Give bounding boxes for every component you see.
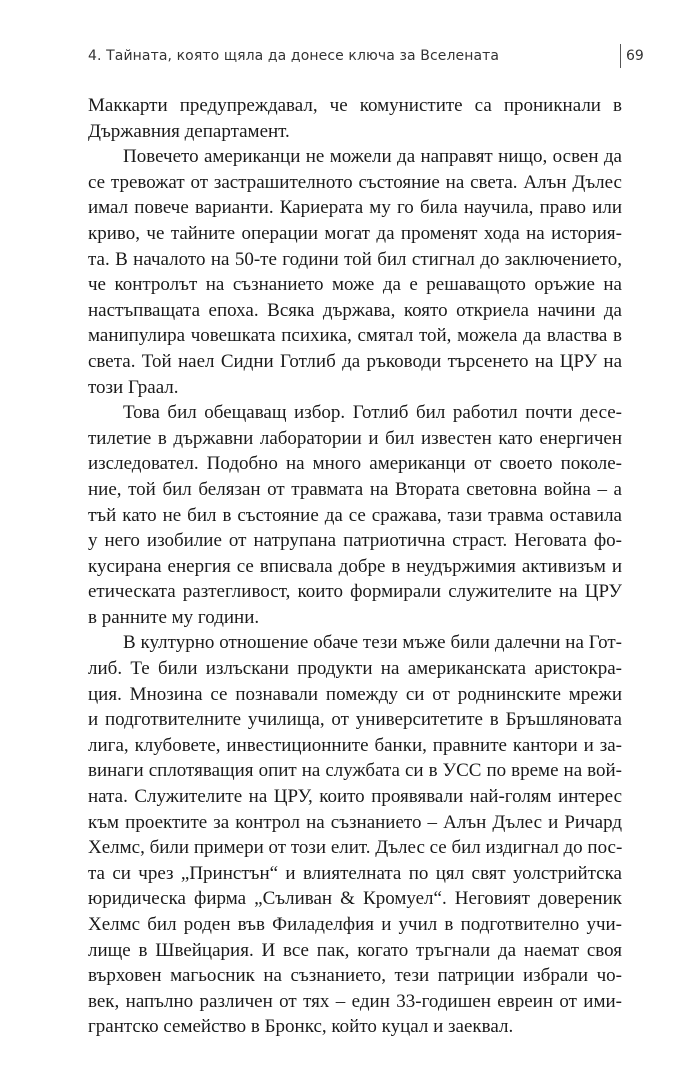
text-line: света. Той наел Сидни Готлиб да ръководи търсенето на ЦРУ на	[88, 350, 622, 372]
text-line: изследовател. Подобно на много американци от своето поколе-	[88, 453, 622, 475]
text-line: Държавния департамент.	[88, 120, 290, 142]
text-line: че контролът на съзнанието може да е решаващото оръжие на	[88, 274, 622, 296]
page-number: 69	[626, 48, 644, 64]
text-line: грантско семейство в Бронкс, който куцал и заеквал.	[88, 1016, 514, 1038]
running-header	[88, 42, 644, 74]
text-line: Хелмс, били примери от този елит. Дълес се бил издигнал до пос-	[88, 837, 623, 859]
text-line: Хелмс бил роден във Филаделфия и учил в подготвително учи-	[88, 914, 622, 935]
text-line: В културно отношение обаче тези мъже били далечни на Гот-	[123, 632, 622, 654]
text-line: у него изобилие от натрупана патриотична страст. Неговата фо-	[88, 530, 622, 552]
text-line: ция. Мнозина се познавали помежду си от роднинските мрежи	[88, 683, 622, 705]
text-line: Маккарти предупреждавал, че комунистите са проникнали в	[88, 95, 622, 116]
text-line: Това бил обещаващ избор. Готлиб бил работил почти десе-	[123, 402, 622, 424]
text-line: ние, той бил белязан от травмата на Втората световна война – а	[88, 478, 622, 500]
text-line: манипулира човешката психика, смятал той, можела да властва в	[88, 325, 622, 347]
running-title: 4. Тайната, която щяла да донесе ключа за Вселената	[88, 48, 500, 64]
text-line: ната. Служителите на ЦРУ, които проявявали най-голям интерес	[88, 786, 622, 808]
text-line: та. В началото на 50-те години той бил стигнал до заключението,	[88, 248, 622, 270]
text-line: лище в Швейцария. И все пак, когато тръгнали да наемат своя	[88, 939, 622, 961]
text-line: тъй като не бил в състояние да се сражава, тази травма оставила	[88, 504, 622, 526]
text-line: този Граал.	[88, 376, 179, 398]
body-text	[88, 93, 622, 1040]
paragraph	[88, 400, 622, 630]
text-line: лига, клубовете, инвестиционните банки, правните кантори и за-	[88, 734, 622, 756]
text-line: се тревожат от застрашителното състояние на света. Алън Дълес	[88, 171, 622, 193]
header-divider	[620, 44, 621, 68]
text-line: та си чрез „Принстън“ и влиятелната по цял свят уолстрийтска	[88, 862, 622, 884]
text-line: имал повече варианти. Кариерата му го била научила, право или	[88, 197, 622, 219]
text-line: и подготвителните училища, от университетите в Бръшляновата	[88, 709, 622, 731]
text-line: либ. Те били излъскани продукти на американската аристокра-	[88, 658, 622, 680]
paragraph	[88, 93, 622, 144]
text-line: век, напълно различен от тях – един 33-годишен евреин от ими-	[88, 990, 622, 1012]
text-line: към проектите за контрол на съзнанието – Алън Дълес и Ричард	[88, 811, 622, 833]
text-line: юридическа фирма „Съливан & Кромуел“. Неговият довереник	[88, 888, 622, 910]
text-line: криво, че тайните операции могат да променят хода на история-	[88, 222, 622, 244]
text-line: тилетие в държавни лаборатории и бил известен като енергичен	[88, 427, 622, 449]
text-line: Повечето американци не можели да направят нищо, освен да	[123, 146, 622, 168]
text-line: кусирана енергия се вписвала добре в неудържимия активизъм и	[88, 555, 622, 577]
text-line: върховен магьосник на съзнанието, тези патриции избрали чо-	[88, 965, 622, 987]
text-line: настъпващата епоха. Всяка държава, която откриела начини да	[88, 299, 622, 321]
paragraph	[88, 630, 622, 1040]
text-line: винаги сплотяващия опит на службата си в УСС по време на вой-	[88, 760, 622, 782]
text-line: в ранните му години.	[88, 606, 260, 628]
paragraph	[88, 144, 622, 400]
text-line: етическата разтегливост, които формирали служителите на ЦРУ	[88, 581, 622, 603]
